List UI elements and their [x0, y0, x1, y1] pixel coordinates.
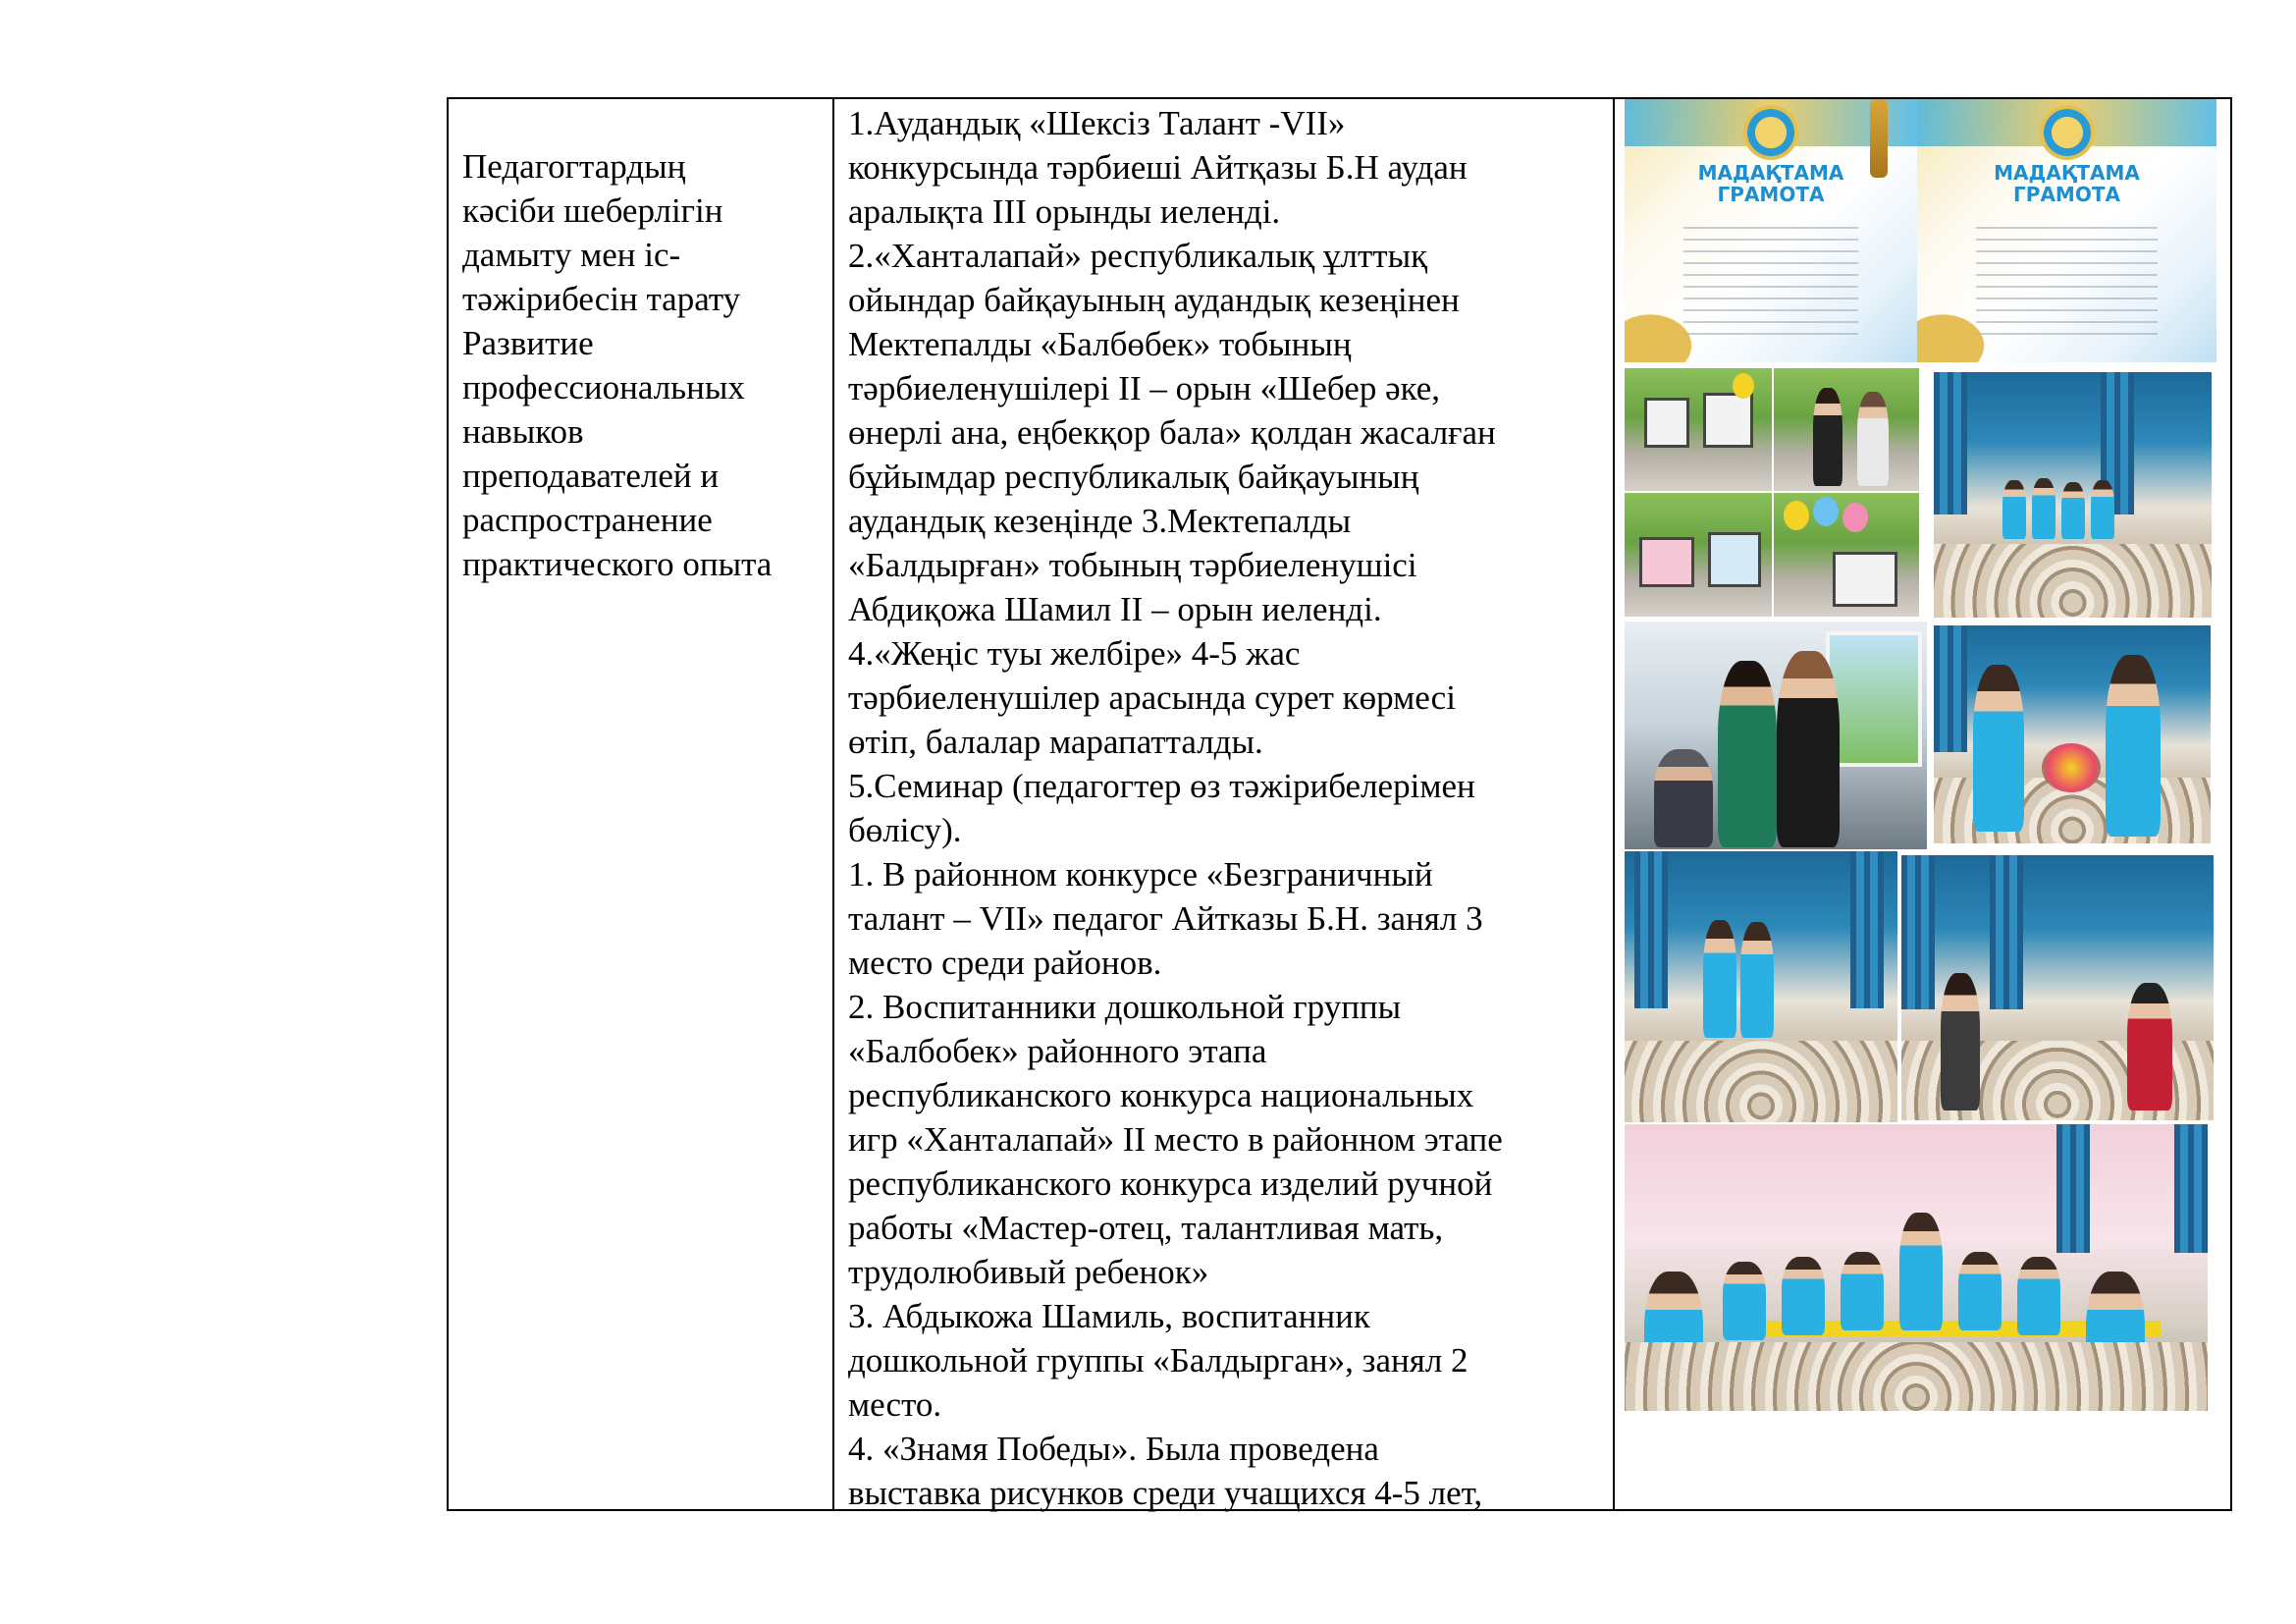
achievement-line: тәрбиеленушілері II – орын «Шебер әке, [848, 369, 1441, 407]
achievement-line: ойындар байқауының аудандық кезеңінен [848, 281, 1460, 319]
achievement-line: «Балбобек» районного этапа [848, 1032, 1267, 1070]
topic-line: Развитие [462, 324, 594, 362]
achievement-line: бұйымдар республикалық байқауының [848, 458, 1419, 496]
achievement-line: трудолюбивый ребенок» [848, 1253, 1209, 1291]
achievement-line: 3. Абдыкожа Шамиль, воспитанник [848, 1297, 1370, 1335]
topic-cell [462, 144, 826, 586]
achievement-line: бөлісу). [848, 811, 962, 849]
achievement-line: выставка рисунков среди учащихся 4-5 лет, [848, 1474, 1483, 1512]
achievement-line: «Балдырған» тобының тәрбиеленушісі [848, 546, 1417, 584]
achievement-line: 5.Семинар (педагогтер өз тәжірибелерімен [848, 767, 1475, 805]
certificate-photo [1917, 99, 2216, 362]
achievement-line: талант – VII» педагог Айтказы Б.Н. занял 3 [848, 899, 1483, 938]
achievement-line: место среди районов. [848, 944, 1162, 982]
exhibition-photo [1774, 493, 1919, 617]
wheat-icon [1917, 284, 2025, 362]
column-divider [832, 99, 834, 1509]
achievement-line: 1. В районном конкурсе «Безграничный [848, 855, 1433, 893]
topic-line: профессиональных [462, 368, 745, 406]
achievement-line: 4. «Знамя Победы». Была проведена [848, 1430, 1379, 1468]
achievement-line: өтіп, балалар марапатталды. [848, 723, 1263, 761]
topic-line: дамыту мен іс- [462, 236, 681, 274]
group-photo [1625, 1124, 2208, 1411]
topic-line: практического опыта [462, 545, 773, 583]
certificate-heading: МАДАҚТАМА ГРАМОТА [1994, 161, 2140, 206]
certificate-presentation-photo [1625, 622, 1927, 849]
achievement-line: 2. Воспитанники дошкольной группы [848, 988, 1402, 1026]
tassel-icon [1870, 99, 1888, 178]
seminar-photo [1934, 625, 2211, 843]
wheat-icon [1625, 284, 1733, 362]
achievement-line: республиканского конкурса изделий ручной [848, 1164, 1493, 1203]
achievement-line: игр «Ханталапай» II место в районном этапе [848, 1120, 1503, 1159]
classroom-photo [1934, 372, 2212, 618]
achievement-line: место. [848, 1385, 942, 1424]
photo-collage [1625, 99, 2223, 1415]
report-table [447, 97, 2232, 1511]
seminar-photo [1901, 855, 2214, 1120]
achievement-line: тәрбиеленушілер арасында сурет көрмесі [848, 678, 1456, 717]
achievement-line: 1.Аудандық «Шексіз Талант -VII» [848, 104, 1346, 142]
achievement-line: аралықта III орынды иеленді. [848, 192, 1281, 231]
topic-line: распространение [462, 501, 713, 539]
emblem-icon [2040, 105, 2095, 160]
award-photo [1774, 368, 1919, 491]
achievements-cell [848, 101, 1594, 1515]
achievement-line: конкурсында тәрбиеші Айтқазы Б.Н аудан [848, 148, 1468, 187]
topic-line: тәжірибесін тарату [462, 280, 741, 318]
achievement-line: 4.«Жеңіс туы желбіре» 4-5 жас [848, 634, 1301, 673]
topic-line: Педагогтардың [462, 147, 686, 186]
achievement-line: республиканского конкурса национальных [848, 1076, 1474, 1114]
exhibition-photo [1625, 368, 1772, 491]
certificate-photo [1625, 99, 1917, 362]
emblem-icon [1743, 105, 1798, 160]
achievement-line: дошкольной группы «Балдырган», занял 2 [848, 1341, 1468, 1380]
achievement-line: 2.«Ханталапай» республикалық ұлттық [848, 237, 1428, 275]
achievement-line: Абдиқожа Шамил II – орын иеленді. [848, 590, 1382, 628]
classroom-photo [1625, 851, 1897, 1122]
column-divider [1613, 99, 1615, 1509]
topic-line: кәсіби шеберлігін [462, 191, 723, 230]
achievement-line: аудандық кезеңінде 3.Мектепалды [848, 502, 1352, 540]
achievement-line: Мектепалды «Балбөбек» тобының [848, 325, 1352, 363]
topic-line: навыков [462, 412, 584, 451]
exhibition-photo [1625, 493, 1772, 617]
achievement-line: работы «Мастер-отец, талантливая мать, [848, 1209, 1444, 1247]
achievement-line: өнерлі ана, еңбекқор бала» қолдан жасалған [848, 413, 1496, 452]
topic-line: преподавателей и [462, 457, 720, 495]
certificate-heading: МАДАҚТАМА ГРАМОТА [1697, 161, 1844, 206]
